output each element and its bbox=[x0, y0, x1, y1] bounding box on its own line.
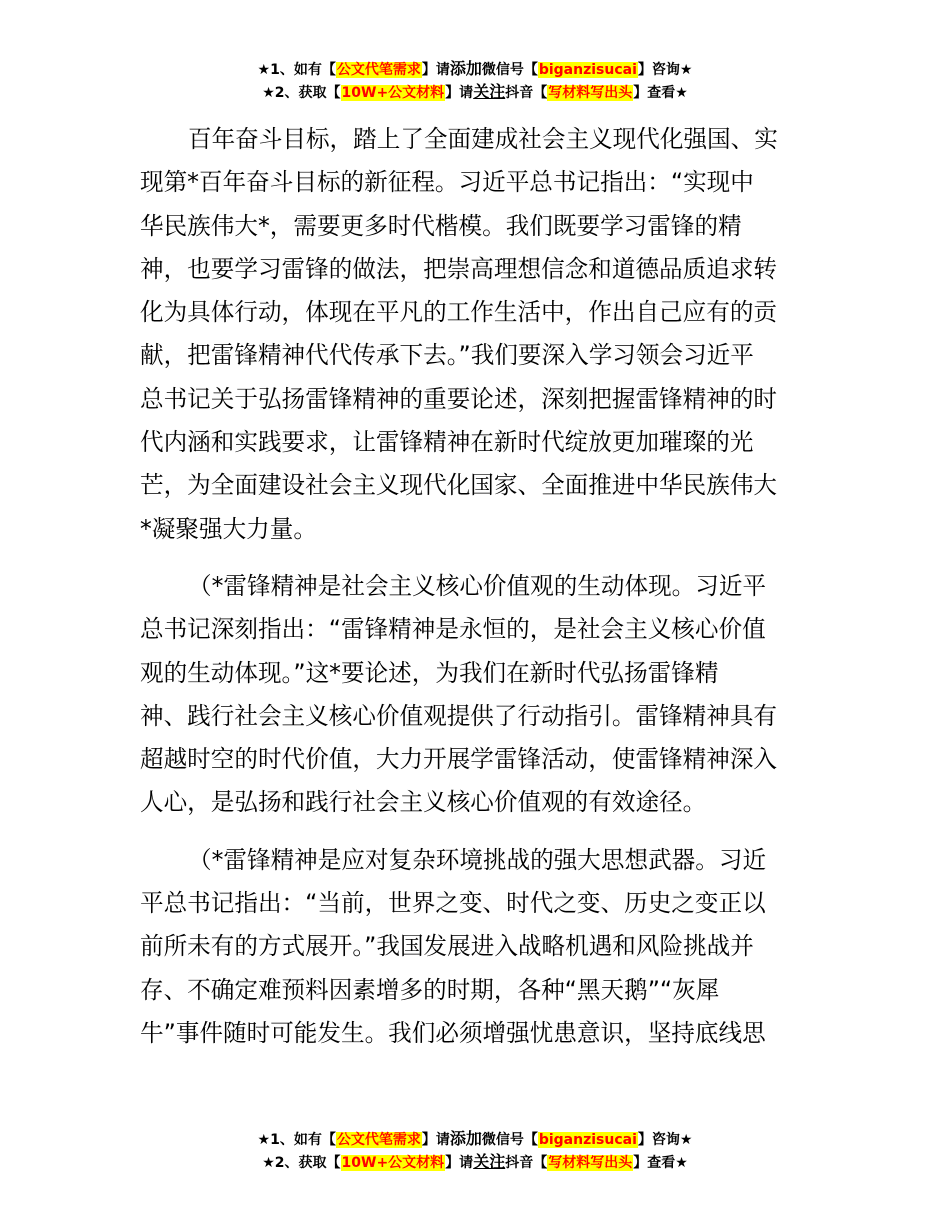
text-line: 献，把雷锋精神代代传承下去。”我们要深入学习领会习近平 bbox=[140, 341, 754, 370]
text-line: *凝聚强大力量。 bbox=[140, 514, 317, 543]
text-line: 化为具体行动，体现在平凡的工作生活中，作出自己应有的贡 bbox=[140, 298, 778, 327]
footer-banner-line-2: ★2、获取【10W+公文材料】请关注抖音【写材料写出头】查看★ bbox=[262, 1152, 688, 1171]
header-banner-line-2: ★2、获取【10W+公文材料】请关注抖音【写材料写出头】查看★ bbox=[262, 82, 688, 101]
text-line: 平总书记指出：“当前，世界之变、时代之变、历史之变正以 bbox=[140, 889, 766, 918]
header-highlight-materials: 10W+公文材料 bbox=[341, 85, 445, 101]
text-line: 百年奋斗目标，踏上了全面建成社会主义现代化强国、实 bbox=[188, 125, 778, 153]
header-highlight-wechat-id: biganzisucai bbox=[538, 62, 637, 78]
header-highlight-ghostwriting: 公文代笔需求 bbox=[336, 62, 421, 78]
text-line: 牛”事件随时可能发生。我们必须增强忧患意识，坚持底线思 bbox=[140, 1018, 766, 1047]
text-line: 芒，为全面建设社会主义现代化国家、全面推进中华民族伟大 bbox=[140, 471, 778, 500]
paragraph-3 bbox=[140, 839, 812, 1055]
text-line: 存、不确定难预料因素增多的时期，各种“黑天鹅”“灰犀 bbox=[140, 975, 720, 1004]
text-line: （*雷锋精神是应对复杂环境挑战的强大思想武器。习近 bbox=[188, 845, 767, 874]
text-line: 超越时空的时代价值，大力开展学雷锋活动，使雷锋精神深入 bbox=[140, 745, 778, 774]
text-line: 现第*百年奋斗目标的新征程。习近平总书记指出：“实现中 bbox=[140, 168, 754, 197]
footer-banner bbox=[0, 1128, 950, 1174]
text-line: 观的生动体现。”这*要论述，为我们在新时代弘扬雷锋精 bbox=[140, 658, 719, 687]
text-line: 神、践行社会主义核心价值观提供了行动指引。雷锋精神具有 bbox=[140, 701, 778, 730]
footer-highlight-ghostwriting: 公文代笔需求 bbox=[336, 1132, 421, 1148]
header-highlight-douyin-id: 写材料写出头 bbox=[548, 85, 633, 101]
text-line: 人心，是弘扬和践行社会主义核心价值观的有效途径。 bbox=[140, 788, 707, 817]
text-line: （*雷锋精神是社会主义核心价值观的生动体现。习近平 bbox=[188, 571, 767, 600]
footer-banner-line-1: ★1、如有【公文代笔需求】请添加微信号【biganzisucai】咨询★ bbox=[257, 1129, 693, 1148]
text-line: 华民族伟大*，需要更多时代楷模。我们既要学习雷锋的精 bbox=[140, 211, 742, 240]
text-line: 总书记关于弘扬雷锋精神的重要论述，深刻把握雷锋精神的时 bbox=[140, 384, 778, 413]
text-line: 神，也要学习雷锋的做法，把崇高理想信念和道德品质追求转 bbox=[140, 254, 778, 283]
header-banner-line-1: ★1、如有【公文代笔需求】请添加微信号【biganzisucai】咨询★ bbox=[257, 59, 693, 78]
document-body bbox=[140, 118, 812, 1069]
footer-highlight-wechat-id: biganzisucai bbox=[538, 1132, 637, 1148]
footer-highlight-materials: 10W+公文材料 bbox=[341, 1155, 445, 1171]
text-line: 前所未有的方式展开。”我国发展进入战略机遇和风险挑战并 bbox=[140, 932, 754, 961]
header-banner bbox=[0, 58, 950, 104]
text-line: 代内涵和实践要求，让雷锋精神在新时代绽放更加璀璨的光 bbox=[140, 428, 754, 457]
text-line: 总书记深刻指出：“雷锋精神是永恒的，是社会主义核心价值 bbox=[140, 615, 766, 644]
paragraph-1 bbox=[140, 118, 812, 551]
paragraph-2 bbox=[140, 565, 812, 825]
footer-highlight-douyin-id: 写材料写出头 bbox=[548, 1155, 633, 1171]
